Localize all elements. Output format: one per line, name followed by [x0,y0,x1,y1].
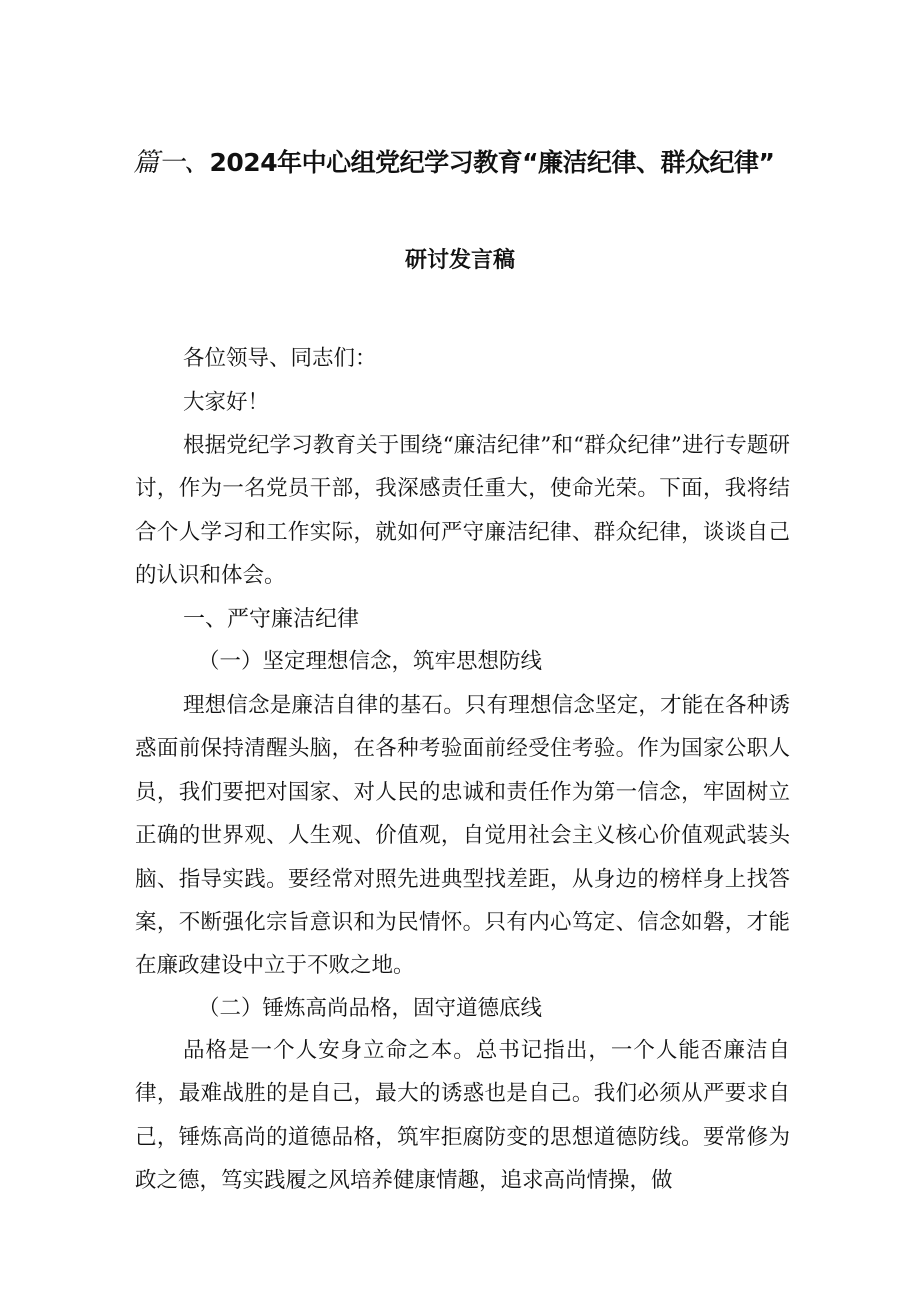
salutation: 各位领导、同志们： [183,346,377,371]
subsection-heading-2: （二）锤炼高尚品格，固守道德底线 [198,996,543,1021]
document-title [133,143,793,183]
subsection-body-1: 理想信念是廉洁自律的基石。只有理想信念坚定，才能在各种诱惑面前保持清醒头脑，在各种考验面前经受住考验。作为国家公职人员，我们要把对国家、对人民的忠诚和责任作为第一信念，牢固树立正确的世界观、人生观、价值观，自觉用社会主义核心价值观武装头脑、指导实践。要经常对照先进典型找差距，从身边的榜样身上找答案，不断强化宗旨意识和为民情怀。只有内心笃定、信念如磐，才能在廉政建设中立于不败之地。 [135,693,790,979]
section-heading-1: 一、严守廉洁纪律 [183,607,360,632]
title-main: 2024年中心组党纪学习教育“廉洁纪律、群众纪律” [209,148,775,177]
intro-paragraph: 根据党纪学习教育关于围绕“廉洁纪律”和“群众纪律”进行专题研讨，作为一名党员干部，我深感责任重大，使命光荣。下面，我将结合个人学习和工作实际，就如何严守廉洁纪律、群众纪律，谈谈自己的认识和体会。 [135,433,790,589]
title-prefix: 篇一、 [133,148,210,178]
document-subtitle: 研讨发言稿 [404,248,515,273]
subsection-body-2: 品格是一个人安身立命之本。总书记指出，一个人能否廉洁自律，最难战胜的是自己，最大的诱惑也是自己。我们必须从严要求自己，锤炼高尚的道德品格，筑牢拒腐防变的思想道德防线。要常修为政之德，笃实践履之风培养健康情趣，追求高尚情操，做 [135,1038,790,1194]
subsection-heading-1: （一）坚定理想信念，筑牢思想防线 [198,649,543,674]
greeting: 大家好！ [183,390,270,415]
